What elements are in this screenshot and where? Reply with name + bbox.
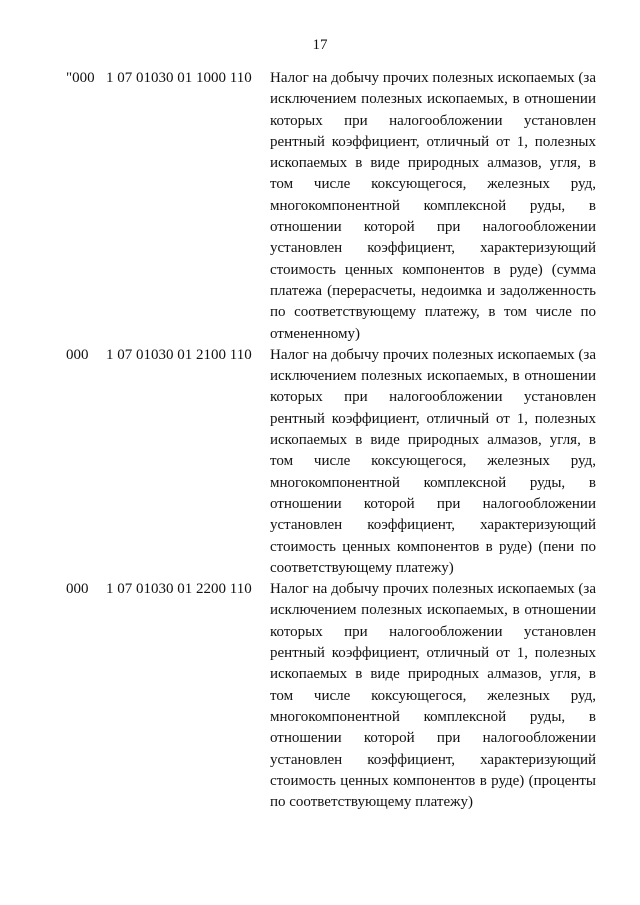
page-number: 17 <box>312 37 328 53</box>
kbk-entry <box>66 345 596 579</box>
admin-code: 000 <box>66 346 89 363</box>
kbk-code: 1 07 01030 01 2100 110 <box>106 346 252 363</box>
admin-code: "000 <box>66 70 95 86</box>
kbk-entry-list <box>66 68 596 813</box>
kbk-description: Налог на добычу прочих полезных ископаемых (за исключением полезных ископаемых, в отношении которых при налогообложении установлен рентный коэффициент, отличный от 1, полезных ископаемых в виде природных алмазов, угля, в том числе коксующегося, железных руд, многокомпонентной комплексной руды, в отношении которой при налогообложении установлен коэффициент, характеризующий стоимость ценных компонентов в руде) (проценты по соответствующему платежу) <box>270 581 596 811</box>
kbk-code: 1 07 01030 01 2200 110 <box>106 581 252 598</box>
kbk-code: 1 07 01030 01 1000 110 <box>106 70 252 86</box>
kbk-description: Налог на добычу прочих полезных ископаемых (за исключением полезных ископаемых, в отношении которых при налогообложении установлен рентный коэффициент, отличный от 1, полезных ископаемых в виде природных алмазов, угля, в том числе коксующегося, железных руд, многокомпонентной комплексной руды, в отношении которой при налогообложении установлен коэффициент, характеризующий стоимость ценных компонентов в руде) (пени по соответствующему платежу) <box>270 346 596 576</box>
admin-code: 000 <box>66 581 89 598</box>
kbk-entry <box>66 579 596 813</box>
kbk-description: Налог на добычу прочих полезных ископаемых (за исключением полезных ископаемых, в отношении которых при налогообложении установлен рентный коэффициент, отличный от 1, полезных ископаемых в виде природных алмазов, угля, в том числе коксующегося, железных руд, многокомпонентной комплексной руды, в отношении которой при налогообложении установлен коэффициент, характеризующий стоимость ценных компонентов в руде) (сумма платежа (перерасчеты, недоимка и задолженность по соответствующему платежу, в том числе по отмененному) <box>270 70 596 342</box>
kbk-entry <box>66 68 596 345</box>
